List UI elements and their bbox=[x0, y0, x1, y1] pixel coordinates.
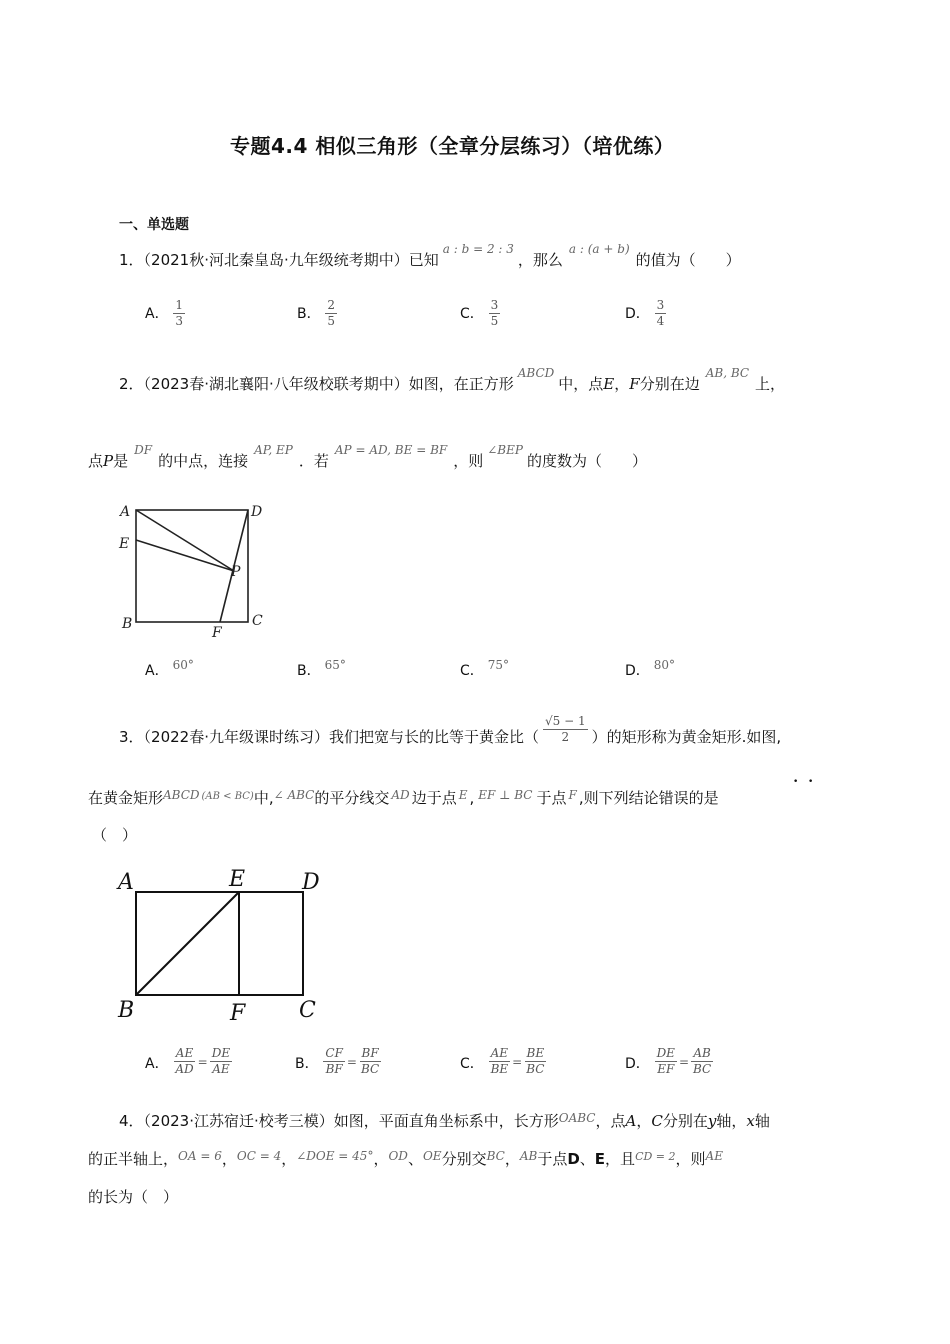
q3-label-c: C bbox=[299, 998, 316, 1023]
q3-option-c-rhs: $\frac{BE}{BC}$ bbox=[526, 1046, 545, 1076]
q3-l2d: 边于点 bbox=[411, 789, 457, 807]
q4-math-oc: OC = 4 bbox=[236, 1149, 282, 1163]
q2-label-p: P bbox=[231, 564, 241, 580]
q1-option-a[interactable] bbox=[145, 298, 185, 329]
q2-comma: ， bbox=[614, 375, 630, 393]
q4-l2d: ， bbox=[373, 1150, 389, 1168]
q3-option-b[interactable]: B． $\frac{CF}{BF}$ = $\frac{BF}{BC}$ bbox=[295, 1046, 380, 1076]
q4-l2k: ，则 bbox=[675, 1150, 706, 1168]
section-heading: 一、单选题 bbox=[119, 217, 189, 233]
emphasis-dot: • bbox=[793, 777, 799, 787]
q2-f: F bbox=[629, 375, 640, 393]
question-4-line-3: 的长为（ ） bbox=[88, 1188, 179, 1206]
q2-l2f: 的度数为（ ） bbox=[526, 452, 647, 470]
q2-option-a-label: A． bbox=[145, 663, 169, 679]
q3-option-a[interactable]: A． $\frac{AE}{AD}$ = $\frac{DE}{AE}$ bbox=[145, 1046, 231, 1076]
question-4-line-1 bbox=[119, 1110, 770, 1131]
q2-math-apep: AP, EP bbox=[254, 443, 293, 457]
q1-option-c[interactable] bbox=[460, 298, 500, 329]
q2-option-b[interactable] bbox=[297, 660, 346, 680]
q4-number: 4． bbox=[119, 1112, 144, 1130]
q4-d: D bbox=[567, 1150, 580, 1168]
q3-l2b: 中, bbox=[253, 789, 274, 807]
q4-l2h: 于点 bbox=[537, 1150, 568, 1168]
q2-option-c-label: C． bbox=[460, 663, 484, 679]
q2-l2d: ．若 bbox=[298, 452, 329, 470]
q3-figure bbox=[112, 862, 332, 1027]
q4-l2g: ， bbox=[504, 1150, 520, 1168]
q3-line-be bbox=[136, 892, 239, 995]
q2-option-c-value: 75° bbox=[487, 658, 510, 672]
q1-option-d[interactable] bbox=[625, 298, 666, 329]
q1-source: （2021秋·河北秦皇岛·九年级统考期中）已知 bbox=[143, 251, 439, 269]
q3-option-d-label: D． bbox=[625, 1056, 650, 1072]
q3-math-abcd: ABCD bbox=[163, 788, 200, 802]
q3-option-b-lhs: $\frac{CF}{BF}$ bbox=[325, 1046, 343, 1076]
q2-option-b-label: B． bbox=[297, 663, 321, 679]
q1-option-d-frac: $\frac{3}{4}$ bbox=[656, 298, 665, 328]
q2-source: （2023春·湖北襄阳·八年级校联考期中）如图，在正方形 bbox=[143, 375, 514, 393]
q1-end: 的值为（ ） bbox=[635, 251, 741, 269]
q4-y: y bbox=[707, 1112, 717, 1130]
q3-end: ）的矩形称为黄金矩形.如图, bbox=[591, 728, 782, 746]
q3-l2e: , bbox=[469, 789, 475, 807]
q2-option-a-value: 60° bbox=[172, 658, 194, 672]
question-3-line-2 bbox=[88, 787, 719, 808]
q3-math-e: E bbox=[458, 788, 468, 802]
q2-math-df: DF bbox=[134, 443, 153, 457]
q3-l2g: ,则下列结论错误的是 bbox=[578, 789, 719, 807]
q2-line-ep bbox=[136, 540, 234, 571]
q4-l2f: 分别交 bbox=[441, 1150, 487, 1168]
q2-text: 中，点 bbox=[558, 375, 604, 393]
q3-number: 3． bbox=[119, 728, 144, 746]
q3-label-b: B bbox=[118, 998, 135, 1023]
q1-number: 1． bbox=[119, 251, 144, 269]
q2-math-angle: ∠BEP bbox=[487, 443, 523, 457]
q4-l2j: ，且 bbox=[605, 1150, 636, 1168]
q2-e: E bbox=[603, 375, 615, 393]
q3-math-f: F bbox=[568, 788, 577, 802]
q2-l2b: 是 bbox=[113, 452, 129, 470]
q1-option-a-frac: $\frac{1}{3}$ bbox=[175, 298, 183, 328]
q4-a: A bbox=[625, 1112, 637, 1130]
q1-option-b-frac: $\frac{2}{5}$ bbox=[327, 298, 336, 328]
q3-label-a: A bbox=[118, 870, 134, 895]
q2-l2c: 的中点，连接 bbox=[158, 452, 249, 470]
q3-source: （2022春·九年级课时练习）我们把宽与长的比等于黄金比（ bbox=[143, 728, 539, 746]
q4-math-oabc: OABC bbox=[558, 1111, 596, 1125]
q2-option-c[interactable] bbox=[460, 660, 509, 680]
q3-paren: （ ） bbox=[92, 826, 138, 844]
q2-label-c: C bbox=[252, 613, 263, 629]
q3-l2a: 在黄金矩形 bbox=[88, 789, 164, 807]
q2-number: 2． bbox=[119, 375, 144, 393]
q4-math-od: OD bbox=[388, 1149, 408, 1163]
q2-math-abcd: ABCD bbox=[517, 366, 555, 380]
q4-math-oa: OA = 6 bbox=[178, 1149, 222, 1163]
q2-math-cond: AP = AD, BE = BF bbox=[334, 443, 448, 457]
q2-p: P bbox=[103, 452, 114, 470]
q2-l2a: 点 bbox=[88, 452, 104, 470]
q1-option-a-label: A． bbox=[145, 306, 169, 322]
q4-l2a: 的正半轴上， bbox=[88, 1150, 179, 1168]
q2-label-e: E bbox=[119, 536, 130, 552]
q3-math-ad: AD bbox=[391, 788, 410, 802]
q2-option-d-value: 80° bbox=[653, 658, 676, 672]
q1-math-expr: a : (a + b) bbox=[568, 242, 630, 256]
q3-option-b-rhs: $\frac{BF}{BC}$ bbox=[360, 1046, 380, 1076]
question-1 bbox=[119, 242, 741, 270]
q3-option-d-lhs: $\frac{DE}{EF}$ bbox=[656, 1046, 675, 1076]
question-3-line-1 bbox=[119, 714, 782, 753]
q4-c: C bbox=[651, 1112, 663, 1130]
q3-option-c-label: C． bbox=[460, 1056, 484, 1072]
q4-l2e: 、 bbox=[407, 1150, 423, 1168]
q3-rectangle bbox=[136, 892, 303, 995]
q3-l2c: 的平分线交 bbox=[314, 789, 390, 807]
q2-option-b-value: 65° bbox=[324, 658, 346, 672]
q3-label-d: D bbox=[302, 870, 320, 895]
q3-option-a-lhs: $\frac{AE}{AD}$ bbox=[175, 1046, 194, 1076]
q1-option-d-label: D． bbox=[625, 306, 650, 322]
q3-l2f: 于点 bbox=[536, 789, 567, 807]
q3-option-a-label: A． bbox=[145, 1056, 169, 1072]
q1-option-b-label: B． bbox=[297, 306, 321, 322]
q3-label-e: E bbox=[229, 867, 246, 892]
q2-math-sides: AB, BC bbox=[705, 366, 750, 380]
q1-option-b[interactable] bbox=[297, 298, 337, 329]
question-4-line-2 bbox=[88, 1148, 723, 1169]
q2-label-d: D bbox=[251, 504, 263, 520]
q4-t1: ，点 bbox=[595, 1112, 626, 1130]
q2-text3: 上， bbox=[755, 375, 786, 393]
question-2-line-1 bbox=[119, 366, 786, 394]
q4-source: （2023·江苏宿迁·校考三模）如图，平面直角坐标系中，长方形 bbox=[143, 1112, 559, 1130]
question-2-line-2 bbox=[88, 443, 647, 471]
q1-mid: ，那么 bbox=[517, 251, 563, 269]
q3-option-d-rhs: $\frac{AB}{BC}$ bbox=[693, 1046, 712, 1076]
q4-x: x bbox=[746, 1112, 755, 1130]
q2-line-ap bbox=[136, 510, 234, 571]
q2-label-a: A bbox=[120, 504, 131, 520]
q4-l2i: 、 bbox=[579, 1150, 595, 1168]
q4-t2: ， bbox=[636, 1112, 652, 1130]
q3-option-d[interactable]: D． $\frac{DE}{EF}$ = $\frac{AB}{BC}$ bbox=[625, 1046, 712, 1076]
q4-t5: 轴 bbox=[754, 1112, 770, 1130]
q4-e: E bbox=[594, 1150, 606, 1168]
q3-golden-ratio: $\frac{√5 - 1}{2}$ bbox=[545, 714, 586, 744]
q2-text2: 分别在边 bbox=[639, 375, 700, 393]
q4-math-ae: AE bbox=[705, 1149, 723, 1163]
q2-option-d-label: D． bbox=[625, 663, 650, 679]
page-title: 专题4.4 相似三角形（全章分层练习）（培优练） bbox=[230, 134, 675, 158]
q2-label-b: B bbox=[122, 616, 133, 632]
q4-t3: 分别在 bbox=[662, 1112, 708, 1130]
q3-option-b-label: B． bbox=[295, 1056, 319, 1072]
q3-math-cond: (AB < BC) bbox=[201, 791, 254, 802]
q2-label-f: F bbox=[212, 625, 222, 641]
q4-math-ab: AB bbox=[519, 1149, 538, 1163]
q3-option-a-rhs: $\frac{DE}{AE}$ bbox=[211, 1046, 231, 1076]
q4-t4: 轴， bbox=[716, 1112, 747, 1130]
q3-math-perp: EF ⊥ BC bbox=[478, 788, 533, 802]
q3-label-f: F bbox=[230, 1001, 246, 1026]
q2-l2e: ，则 bbox=[453, 452, 484, 470]
q3-math-angle: ∠ ABC bbox=[273, 788, 315, 802]
q4-l2b: ， bbox=[221, 1150, 237, 1168]
q1-option-c-label: C． bbox=[460, 306, 484, 322]
emphasis-dot: • bbox=[808, 777, 814, 787]
q4-math-oe: OE bbox=[422, 1149, 442, 1163]
q4-math-bc: BC bbox=[486, 1149, 505, 1163]
q2-option-a[interactable] bbox=[145, 660, 194, 680]
q4-math-cd: CD = 2 bbox=[635, 1150, 676, 1163]
q2-figure bbox=[110, 498, 280, 643]
q1-math-ratio: a : b = 2 : 3 bbox=[442, 242, 514, 256]
q4-math-angle: ∠DOE = 45° bbox=[296, 1149, 374, 1163]
q2-option-d[interactable] bbox=[625, 660, 675, 680]
q1-option-c-frac: $\frac{3}{5}$ bbox=[490, 298, 499, 328]
q3-option-c-lhs: $\frac{AE}{BE}$ bbox=[490, 1046, 509, 1076]
q3-option-c[interactable]: C． $\frac{AE}{BE}$ = $\frac{BE}{BC}$ bbox=[460, 1046, 545, 1076]
q4-l2c: ， bbox=[281, 1150, 297, 1168]
